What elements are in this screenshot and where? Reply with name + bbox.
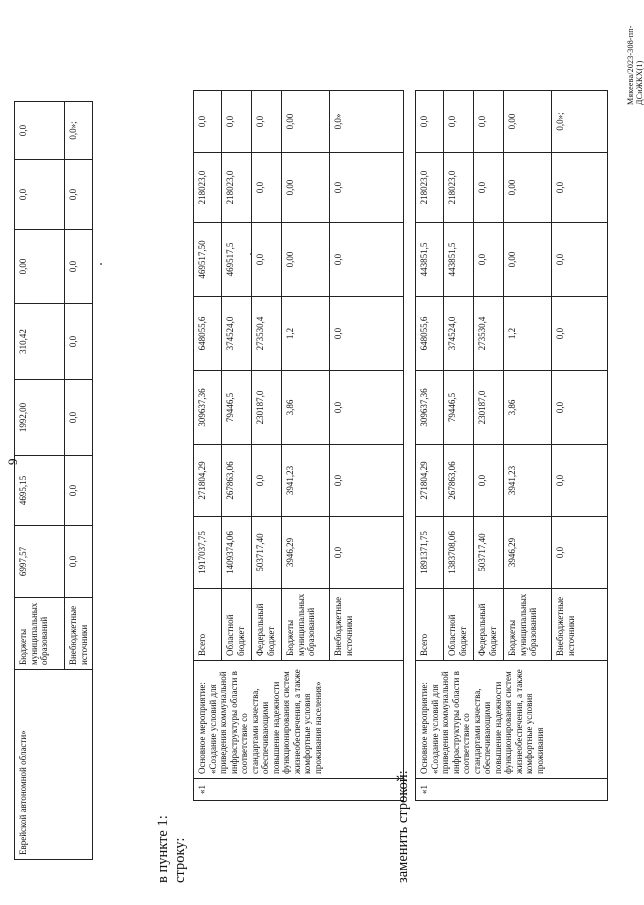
value-cell: 0,00 <box>504 153 552 223</box>
value-cell: 0,0 <box>552 445 608 517</box>
value-cell: 310,42 <box>15 304 65 380</box>
value-cell: 0,0 <box>552 223 608 297</box>
value-cell: 3,86 <box>282 371 330 445</box>
value-cell: 0,0 <box>222 91 252 153</box>
source-cell: Областной бюджет <box>444 589 474 661</box>
value-cell: 0,0 <box>65 526 93 598</box>
source-cell: Бюджеты муниципальных образований <box>504 589 552 661</box>
source-cell: Всего <box>416 589 444 661</box>
value-cell: 0,0 <box>474 153 504 223</box>
value-cell: 0,0 <box>416 91 444 153</box>
heading-replace: заменить строкой: <box>395 770 411 883</box>
value-cell: 443851,5 <box>416 223 444 297</box>
value-cell: 0,0 <box>65 380 93 456</box>
value-cell: 267863,06 <box>222 445 252 517</box>
value-cell: 0,0 <box>65 456 93 526</box>
source-cell: Бюджеты муниципальных образований <box>15 598 65 670</box>
value-cell: 374524,0 <box>444 297 474 371</box>
region-cell: Еврейской автономной области» <box>15 670 93 860</box>
value-cell: 0,0 <box>65 230 93 304</box>
page-number: 9 <box>5 458 20 465</box>
value-cell: 0,0 <box>252 445 282 517</box>
value-cell: 1,2 <box>282 297 330 371</box>
value-cell: 648055,6 <box>194 297 222 371</box>
value-cell: 1,2 <box>504 297 552 371</box>
value-cell: 1409374,06 <box>222 517 252 589</box>
row-number: «1 <box>194 779 404 801</box>
value-cell: 0,0 <box>330 223 404 297</box>
source-cell: Внебюджетные источники <box>330 589 404 661</box>
value-cell: 79446,5 <box>444 371 474 445</box>
value-cell: 469517,50 <box>194 223 222 297</box>
value-cell: 0,00 <box>504 223 552 297</box>
value-cell: 0,0 <box>552 371 608 445</box>
source-cell: Внебюджетные источники <box>552 589 608 661</box>
value-cell: 0,0 <box>65 160 93 230</box>
value-cell: 3946,29 <box>282 517 330 589</box>
value-cell: 230187,0 <box>252 371 282 445</box>
value-cell: 0,0 <box>552 297 608 371</box>
value-cell: 0,0 <box>194 91 222 153</box>
value-cell: 0,0 <box>15 160 65 230</box>
value-cell: 0,0 <box>474 223 504 297</box>
value-cell: 218023,0 <box>222 153 252 223</box>
top-table <box>14 101 93 860</box>
heading-line: строку: <box>172 837 188 883</box>
value-cell: 271804,29 <box>416 445 444 517</box>
value-cell: 0,0 <box>330 297 404 371</box>
source-cell: Федеральный бюджет <box>252 589 282 661</box>
value-cell: 1917037,75 <box>194 517 222 589</box>
value-cell: 503717,40 <box>474 517 504 589</box>
value-cell: 0,0 <box>552 517 608 589</box>
value-cell: 0,00 <box>504 91 552 153</box>
value-cell: 0,0 <box>252 91 282 153</box>
heading-in-item: в пункте 1: <box>155 815 171 883</box>
value-cell: 1383708,06 <box>444 517 474 589</box>
value-cell: 0,0 <box>474 445 504 517</box>
value-cell: 273530,4 <box>474 297 504 371</box>
value-cell: 3941,23 <box>282 445 330 517</box>
value-cell: 1992,00 <box>15 380 65 456</box>
value-cell: 267863,06 <box>444 445 474 517</box>
value-cell: 4695,15 <box>15 456 65 526</box>
value-cell: 0,0 <box>330 371 404 445</box>
value-cell: 648055,6 <box>416 297 444 371</box>
value-cell: 0,00 <box>282 223 330 297</box>
event-description: Основное мероприятие: «Создание условий для приведения коммунальной инфраструктуры области в соответствие со стандартами качества, обеспечивающими повышение надежности функционирования систем жизнеобеспечения, а также комфортные условия проживания <box>416 661 608 779</box>
value-cell: 309637,36 <box>416 371 444 445</box>
value-cell: 1891371,75 <box>416 517 444 589</box>
value-cell: 0,0 <box>252 223 282 297</box>
value-cell: 0,0» <box>330 91 404 153</box>
value-cell: 218023,0 <box>416 153 444 223</box>
value-cell: 3,86 <box>504 371 552 445</box>
value-cell: 6997,57 <box>15 526 65 598</box>
value-cell: 0,0 <box>444 91 474 153</box>
value-cell: 0,0 <box>330 153 404 223</box>
value-cell: 230187,0 <box>474 371 504 445</box>
value-cell: 309637,36 <box>194 371 222 445</box>
new-row-table <box>415 90 608 801</box>
value-cell: 273530,4 <box>252 297 282 371</box>
value-cell: 0,0 <box>65 304 93 380</box>
value-cell: 503717,40 <box>252 517 282 589</box>
value-cell: 0,0 <box>330 445 404 517</box>
value-cell: 374524,0 <box>222 297 252 371</box>
source-cell: Бюджеты муниципальных образований <box>282 589 330 661</box>
value-cell: 0,0»; <box>65 102 93 160</box>
source-cell: Областной бюджет <box>222 589 252 661</box>
value-cell: 0,0»; <box>552 91 608 153</box>
value-cell: 3941,23 <box>504 445 552 517</box>
source-cell: Федеральный бюджет <box>474 589 504 661</box>
value-cell: 0,0 <box>252 153 282 223</box>
value-cell: 0,0 <box>330 517 404 589</box>
value-cell: 271804,29 <box>194 445 222 517</box>
value-cell: 0,00 <box>282 153 330 223</box>
value-cell: 218023,0 <box>444 153 474 223</box>
source-cell: Всего <box>194 589 222 661</box>
source-cell: Внебюджетные источники <box>65 598 93 670</box>
row-number: «1 <box>416 779 608 801</box>
value-cell: 443851,5 <box>444 223 474 297</box>
event-description: Основное мероприятие: «Создание условий для приведения коммунальной инфраструктуры области в соответствие со стандартами качества, обеспечивающими повышение надежности функционирования систем жизнеобеспечения, а также комфортные условия проживания населения» <box>194 661 404 779</box>
scan-speck <box>100 263 102 265</box>
value-cell: 3946,29 <box>504 517 552 589</box>
footer-reference: Мякеева/2023-308-пп-ДСиЖКХ(1) <box>626 25 644 105</box>
old-row-table <box>193 90 404 801</box>
value-cell: 469517,5 <box>222 223 252 297</box>
value-cell: 0,0 <box>15 102 65 160</box>
value-cell: 0,00 <box>15 230 65 304</box>
value-cell: 0,0 <box>552 153 608 223</box>
value-cell: 0,0 <box>474 91 504 153</box>
value-cell: 79446,5 <box>222 371 252 445</box>
value-cell: 0,00 <box>282 91 330 153</box>
value-cell: 218023,0 <box>194 153 222 223</box>
